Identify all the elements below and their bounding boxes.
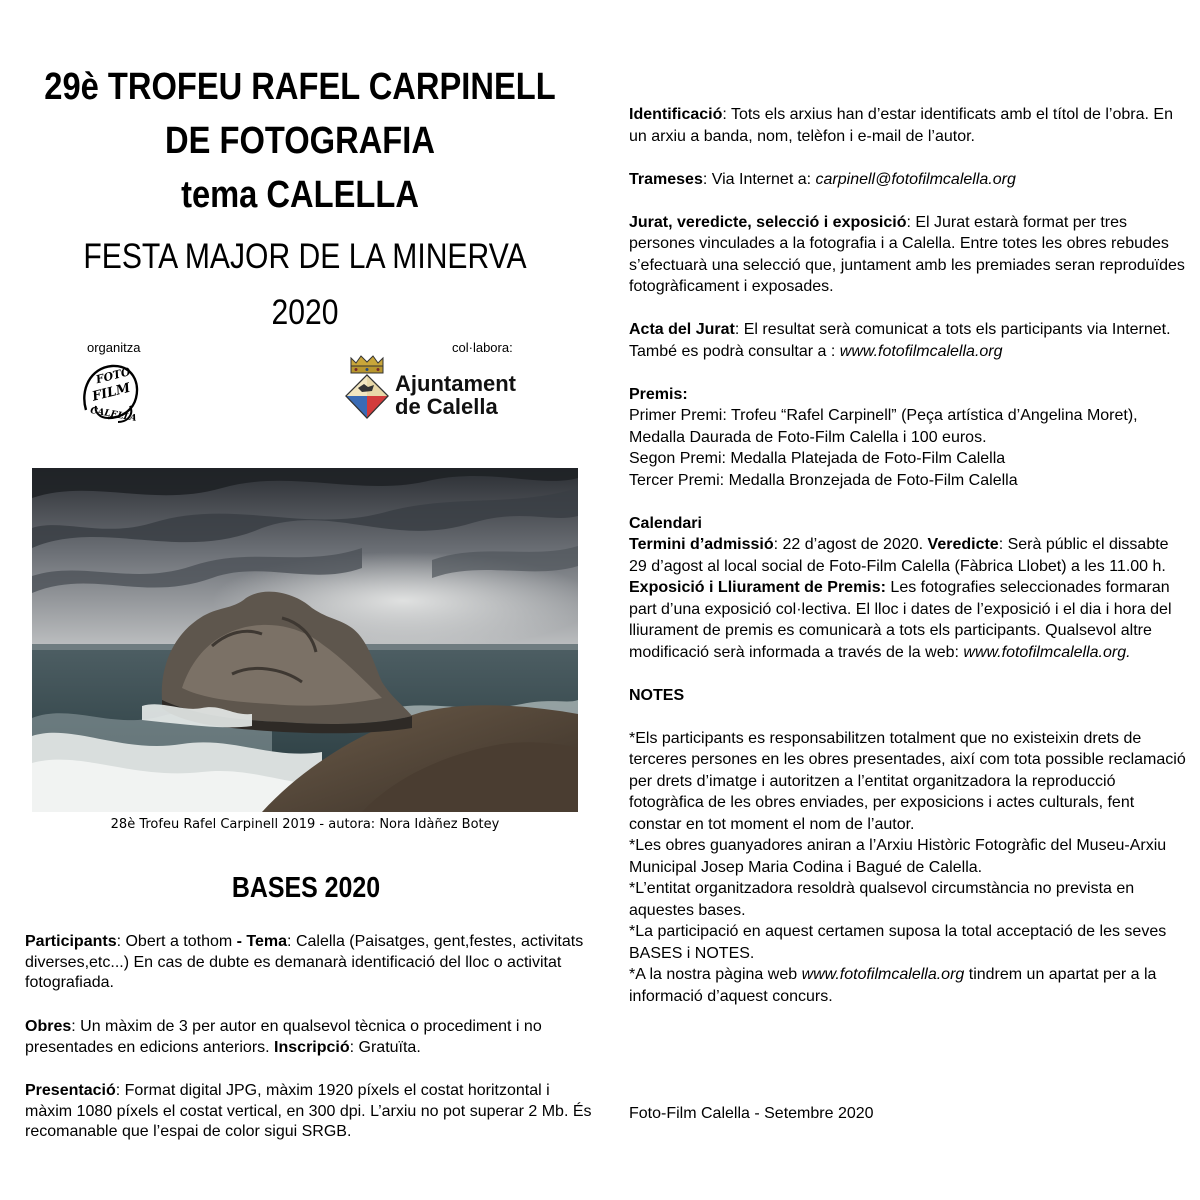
identificacio-text: : Tots els arxius han d’estar identificats amb el títol de l’obra. En un arxiu a banda, nom, telèfon i e-mail de l’autor. xyxy=(629,106,1173,145)
ajuntament-line-1: Ajuntament xyxy=(395,371,516,396)
termini-label: Termini d’admissió xyxy=(629,536,774,553)
contest-photo xyxy=(32,468,578,812)
note-5 xyxy=(629,964,1189,1007)
logo-text-calella: CALELLA xyxy=(89,405,138,424)
calendari-heading xyxy=(629,513,1189,535)
jurat-label: Jurat, veredicte, selecció i exposició xyxy=(629,213,907,231)
note-2: *Les obres guanyadores aniran a l’Arxiu Històric Fotogràfic del Museu-Arxiu Municipal Josep Maria Codina i Bagué de Calella. xyxy=(629,837,1167,876)
inscripcio-text: : Gratuïta. xyxy=(349,1038,421,1056)
calella-coat-of-arms-icon xyxy=(344,354,390,420)
photo-caption: 28è Trofeu Rafel Carpinell 2019 - autora: Nora Idàñez Botey xyxy=(110,817,500,832)
notes-label: NOTES xyxy=(629,686,685,704)
subtitle-line-1: FESTA MAJOR DE LA MINERVA xyxy=(83,237,527,276)
acta-text: : El resultat serà comunicat a tots els participants via Internet. També es podrà consultar a : xyxy=(629,321,1171,360)
tema-text: : Calella (Paisatges, gent,festes, activitats diverses,etc...) En cas de dubte es demanarà identificació del lloc o activitat fotografiada. xyxy=(25,933,584,991)
tema-label: - Tema xyxy=(236,933,288,950)
note-5-post: tindrem un apartat per a la informació d’aquest concurs. xyxy=(629,966,1157,1005)
note-1: *Els participants es responsabilitzen totalment que no existeixin drets de terceres persones en les obres presentades, així com tota possible reclamació per drets d’imatge i autoritzen a l’entitat organitzadora la reproducció fotogràfica de les obres enviades, per exposicions i actes culturals, fent constar en tot moment el nom de l’autor. xyxy=(629,729,1186,833)
premis-heading xyxy=(629,384,1189,406)
jurat-paragraph xyxy=(629,212,1189,298)
obres-label: Obres xyxy=(25,1018,72,1035)
notes-heading xyxy=(629,685,1189,707)
bases-title: BASES 2020 xyxy=(231,872,381,904)
logo-text-foto: FOTO xyxy=(94,365,132,387)
acta-label: Acta del Jurat xyxy=(629,321,735,338)
participants-label: Participants xyxy=(25,933,117,950)
trameses-paragraph xyxy=(629,169,1189,191)
logo-text-film: FILM xyxy=(90,380,132,405)
identificacio-paragraph xyxy=(629,104,1189,147)
ajuntament-calella-logo-text xyxy=(395,372,516,418)
expo-label: Exposició i Lliurament de Premis: xyxy=(629,579,886,596)
foto-film-calella-logo xyxy=(78,360,144,426)
expo-web-link[interactable]: www.fotofilmcalella.org. xyxy=(963,643,1131,661)
acta-web-link[interactable]: www.fotofilmcalella.org xyxy=(839,342,1003,360)
presentacio-paragraph xyxy=(25,1081,600,1143)
obres-text: : Un màxim de 3 per autor en qualsevol tècnica o procediment i no presentades en edicions anteriors. xyxy=(25,1018,542,1056)
calendari-label: Calendari xyxy=(629,514,702,532)
premi-3: Tercer Premi: Medalla Bronzejada de Foto-Film Calella xyxy=(629,471,1018,489)
main-title-line-3: tema CALELLA xyxy=(181,174,419,216)
premi-2: Segon Premi: Medalla Platejada de Foto-Film Calella xyxy=(629,450,1006,467)
ajuntament-line-2: de Calella xyxy=(395,394,498,419)
rules-column xyxy=(629,104,1189,1007)
main-title-line-1: 29è TROFEU RAFEL CARPINELL xyxy=(44,66,556,108)
note-5-pre: *A la nostra pàgina web xyxy=(629,966,802,983)
collaborates-label: col·labora: xyxy=(452,340,513,355)
subtitle-year: 2020 xyxy=(271,293,339,332)
note-4: *La participació en aquest certamen suposa la total acceptació de les seves BASES i NOTES. xyxy=(629,923,1167,962)
acta-paragraph xyxy=(629,319,1189,362)
participants-text: : Obert a tothom xyxy=(116,933,237,950)
obres-paragraph xyxy=(25,1017,600,1058)
trameses-email-link[interactable]: carpinell@fotofilmcalella.org xyxy=(815,170,1016,188)
main-title-line-2: DE FOTOGRAFIA xyxy=(165,120,435,162)
premis-label: Premis: xyxy=(629,385,688,403)
presentacio-label: Presentació xyxy=(25,1082,116,1099)
calendari-paragraph xyxy=(629,534,1189,663)
participants-paragraph xyxy=(25,932,600,994)
jurat-text: : El Jurat estarà format per tres persones vinculades a la fotografia i a Calella. Entre totes les obres rebudes s’efectuarà una selecció que, juntament amb les premiades seran reproduïdes fotogràficament i exposades. xyxy=(629,213,1185,295)
signature: Foto-Film Calella - Setembre 2020 xyxy=(629,1105,874,1122)
note-3: *L’entitat organitzadora resoldrà qualsevol circumstància no prevista en aquestes bases. xyxy=(629,880,1135,919)
trameses-label: Trameses xyxy=(629,170,703,188)
organizes-label: organitza xyxy=(87,340,141,355)
premi-1: Primer Premi: Trofeu “Rafel Carpinell” (Peça artística d’Angelina Moret), Medalla Daurada de Foto-Film Calella i 100 euros. xyxy=(629,407,1138,446)
inscripcio-label: Inscripció xyxy=(274,1038,350,1056)
trameses-text: : Via Internet a: xyxy=(702,170,816,188)
identificacio-label: Identificació xyxy=(629,106,723,123)
presentacio-text: : Format digital JPG, màxim 1920 píxels el costat horitzontal i màxim 1080 píxels el costat vertical, en 300 dpi. L’arxiu no pot superar 2 Mb. És recomanable que l’espai de color sigui SRGB. xyxy=(25,1082,592,1140)
note-5-web-link[interactable]: www.fotofilmcalella.org xyxy=(801,966,965,983)
veredicte-text: : Serà públic el dissabte 29 d’agost al local social de Foto-Film Calella (Fàbrica Llobet) a les 11.00 h. xyxy=(629,536,1169,575)
expo-text: Les fotografies seleccionades formaran part d’una exposició col·lectiva. El lloc i dates de l’exposició i el dia i hora del lliurament de premis es comunicarà a tots els participants. Qualsevol altre modificació serà informada a través de la web: xyxy=(629,579,1172,661)
coastal-rock-photo-illustration xyxy=(32,468,578,812)
termini-text: : 22 d’agost de 2020. xyxy=(773,536,928,553)
veredicte-label: Veredicte xyxy=(927,536,999,553)
